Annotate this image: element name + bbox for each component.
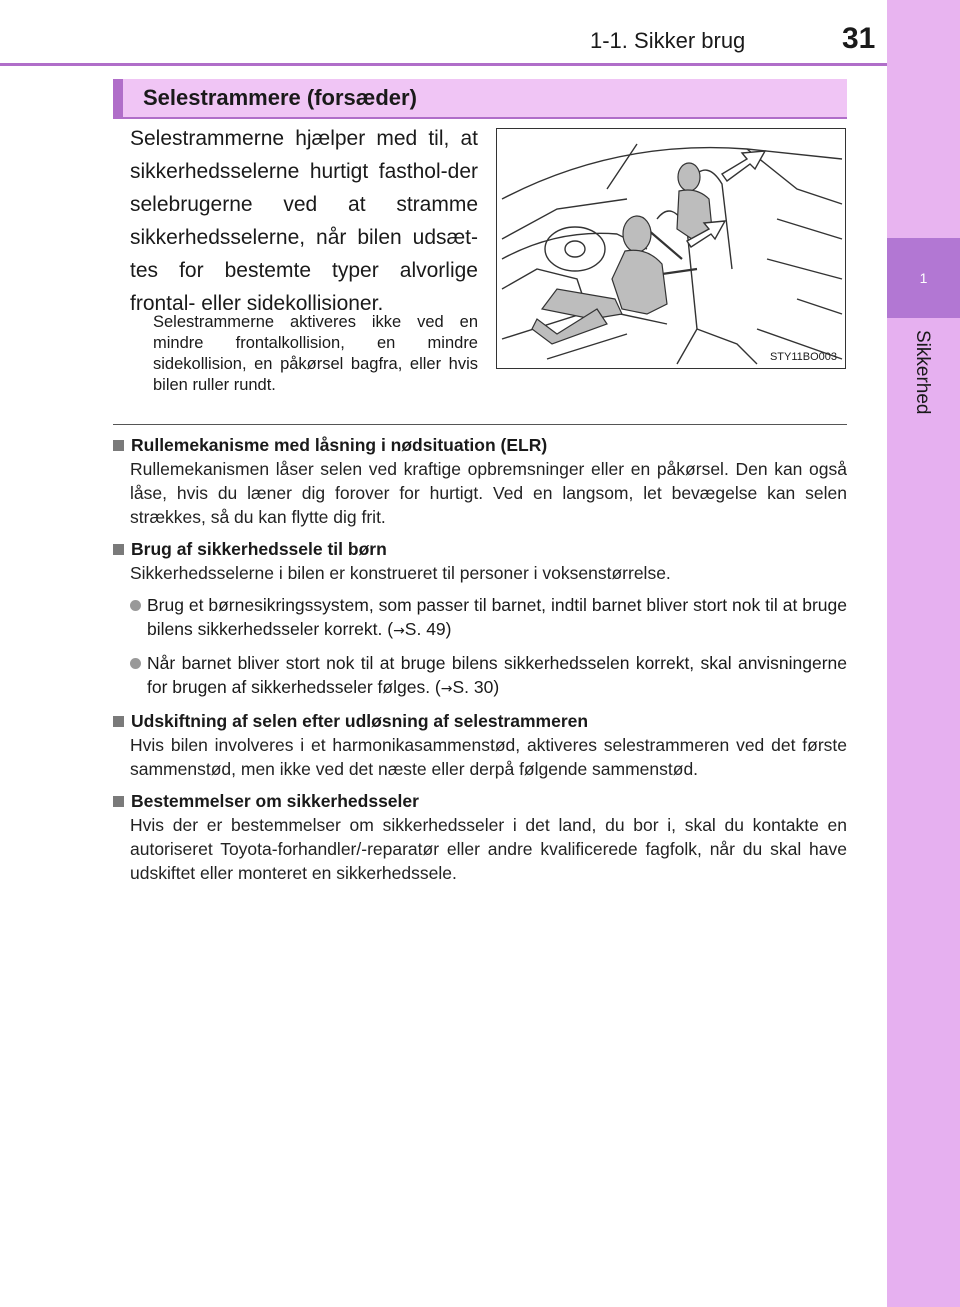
- page-number: 31: [842, 22, 876, 55]
- info-section-replacement: [113, 709, 847, 781]
- side-tab-top: [887, 0, 960, 238]
- list-item-text: Brug et børnesikringssystem, som passer til barnet, indtil barnet bliver stort nok til at bruge bilens sikkerhedsseler korrekt. (→S. 49): [147, 595, 847, 639]
- circle-bullet-icon: [130, 658, 141, 669]
- info-section-regulations: [113, 789, 847, 885]
- info-body: Rullemekanismen låser selen ved kraftige opbremsninger eller en påkørsel. Den kan også låse, hvis du læner dig forover for hurtigt. Ved en langsom, let bevægelse kan selen strækkes, så du kan flytte dig frit.: [130, 459, 847, 527]
- car-interior-illustration: [497, 129, 845, 368]
- square-bullet-icon: [113, 796, 124, 807]
- page-reference[interactable]: S. 30): [452, 677, 500, 697]
- info-section-elr: [113, 433, 847, 529]
- seatbelt-pretensioner-illustration: [496, 128, 846, 369]
- note-paragraph: Selestrammerne aktiveres ikke ved en mindre frontalkollision, en mindre sidekollision, en påkørsel bagfra, eller hvis bilen ruller rundt.: [153, 313, 478, 394]
- info-section-children: [113, 537, 847, 701]
- list-item: [130, 593, 847, 643]
- intro-paragraph: Selestrammerne hjælper med til, at sikkerhedsselerne hurtigt fasthol-der selebrugerne ved at stramme sikkerhedsselerne, når bilen udsæt-tes for bestemte typer alvorlige frontal- eller sidekollisioner.: [130, 127, 478, 315]
- info-heading: [113, 537, 847, 561]
- figure-code: STY11BO003: [769, 351, 837, 363]
- info-heading-text: Rullemekanisme med låsning i nødsituation (ELR): [131, 435, 548, 455]
- page-reference[interactable]: S. 49): [404, 619, 452, 639]
- info-body: Hvis der er bestemmelser om sikkerhedsseler i det land, du bor i, skal du kontakte en autoriseret Toyota-forhandler/-reparatør eller andre kvalificerede fagfolk, når du skal have udskiftet eller monteret en sikkerhedssele.: [130, 815, 847, 883]
- chapter-label: Sikkerhed: [912, 330, 933, 415]
- square-bullet-icon: [113, 544, 124, 555]
- header-section-title: 1-1. Sikker brug: [590, 28, 746, 53]
- title-underline: [113, 117, 847, 119]
- info-heading: [113, 789, 847, 813]
- arrow-right-icon: →: [393, 623, 405, 639]
- square-bullet-icon: [113, 440, 124, 451]
- info-heading-text: Brug af sikkerhedssele til børn: [131, 539, 387, 559]
- list-item-text: Når barnet bliver stort nok til at bruge bilens sikkerhedsselen korrekt, skal anvisningerne for brugen af sikkerhedsseler følges. (→S. 30): [147, 653, 847, 697]
- info-sections: [113, 433, 847, 893]
- info-body: Hvis bilen involveres i et harmonikasammenstød, aktiveres selestrammeren ved det første sammenstød, men ikke ved det næste eller derpå følgende sammenstød.: [130, 735, 847, 779]
- square-bullet-icon: [113, 716, 124, 727]
- info-heading-text: Bestemmelser om sikkerhedsseler: [131, 791, 419, 811]
- chapter-side-tab: [887, 0, 960, 1307]
- info-heading: [113, 709, 847, 733]
- circle-bullet-icon: [130, 600, 141, 611]
- info-body: Sikkerhedsselerne i bilen er konstrueret til personer i voksenstørrelse.: [130, 563, 671, 583]
- section-divider: [113, 424, 847, 425]
- info-heading: [113, 433, 847, 457]
- arrow-right-icon: →: [440, 681, 453, 697]
- list-item: [130, 651, 847, 701]
- chapter-number: 1: [887, 238, 960, 318]
- section-title: Selestrammere (forsæder): [143, 85, 417, 110]
- info-heading-text: Udskiftning af selen efter udløsning af selestrammeren: [131, 711, 589, 731]
- header-rule: [0, 63, 887, 66]
- section-title-bar: [113, 79, 847, 117]
